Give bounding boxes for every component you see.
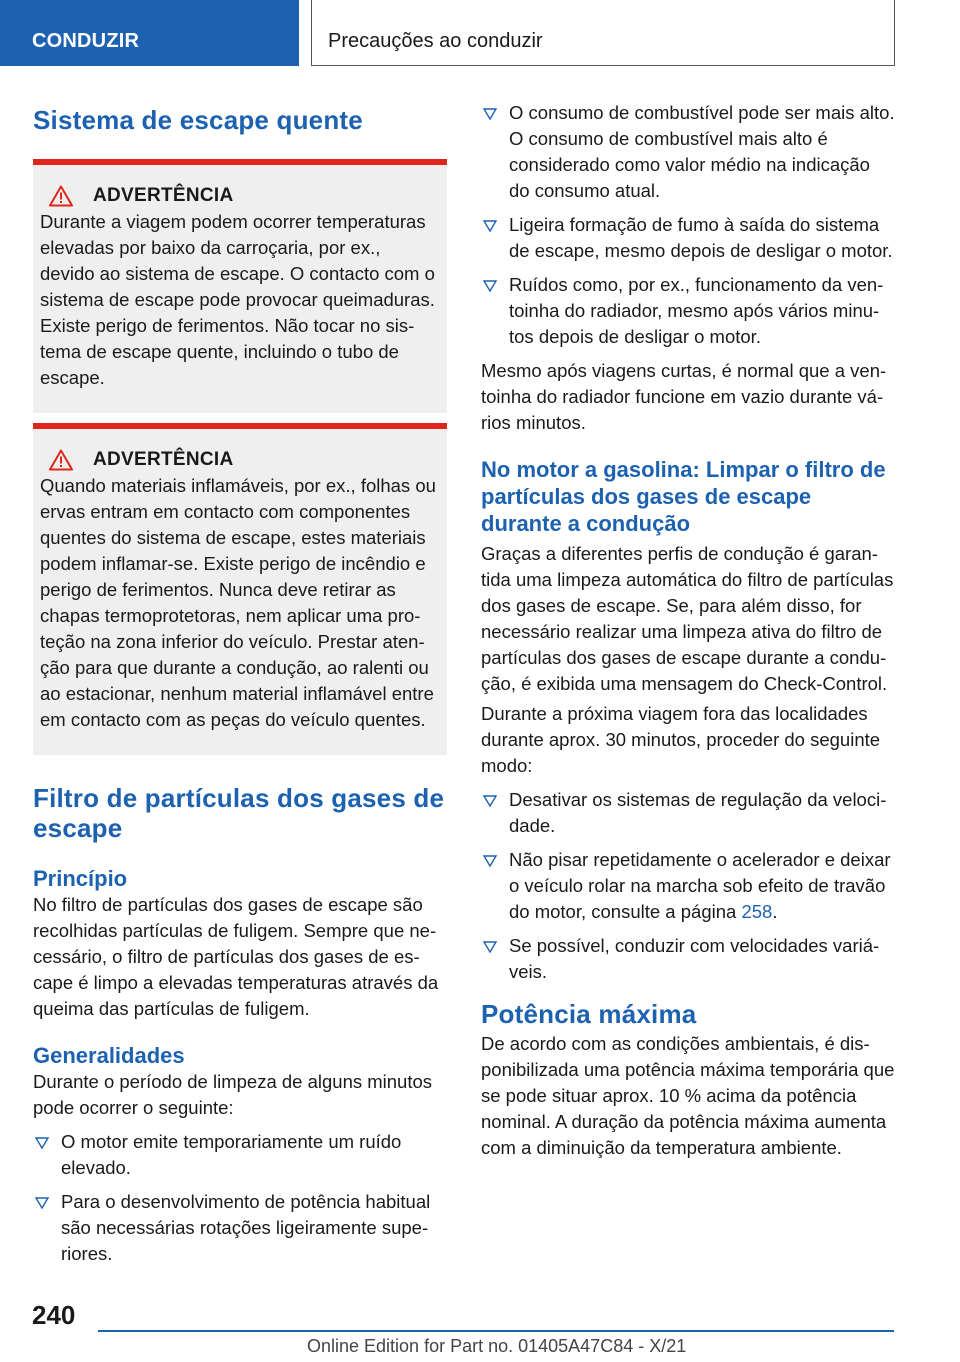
page-reference-link[interactable]: 258 [741,901,773,922]
list-item-text: Para o desenvolvimento de potência habitual são necessárias rotações ligeiramente superiores. [61,1191,431,1264]
left-column [33,100,447,1275]
triangle-bullet-icon [481,933,499,959]
list-item-text: Se possível, conduzir com velocidades variáveis. [509,935,880,982]
bullet-list [481,100,895,350]
edition-label: Online Edition for Part no. 01405A47C84 - X/21 [307,1336,687,1356]
subheading-general: Generalidades [33,1043,185,1068]
list-item-text: Desativar os sistemas de regulação da velocidade. [509,789,887,836]
right-column [481,100,895,1161]
triangle-bullet-icon [33,1129,51,1155]
list-item-text: Não pisar repetidamente o acelerador e deixar o veículo rolar na marcha sob efeito de travão do motor, consulte a página [509,849,891,922]
section-tab: CONDUZIR [0,0,299,66]
page-header [0,0,960,66]
list-item [33,1189,447,1267]
page-number: 240 [32,1300,76,1330]
section-title-particle-filter: Filtro de partículas dos gases de escape [33,783,445,843]
warning-triangle-icon [49,449,73,471]
list-item [481,787,895,839]
paragraph: No filtro de partículas dos gases de escape são recolhidas partículas de fuligem. Sempre que necessário, o filtro de partículas dos gases de escape é limpo a elevadas temperaturas através da queima das partículas de fuligem. [33,894,439,1019]
section-title-max-power: Potência máxima [481,999,697,1029]
list-item [33,1129,447,1181]
triangle-bullet-icon [481,787,499,813]
bullet-list [481,787,895,985]
subheading-gasoline-filter-cleaning: No motor a gasolina: Limpar o filtro de partículas dos gases de escape durante a condução [481,457,886,536]
paragraph: Durante a próxima viagem fora das localidades durante aprox. 30 minutos, proceder do seguinte modo: [481,703,881,776]
list-item-text: Ruídos como, por ex., funcionamento da ventoinha do radiador, mesmo após vários minutos depois de desligar o motor. [509,274,884,347]
paragraph: Graças a diferentes perfis de condução é garantida uma limpeza automática do filtro de partículas dos gases de escape. Se, para além disso, for necessário realizar uma limpeza ativa do filtro de partículas dos gases de escape durante a condução, é exibida uma mensagem do Check-Control. [481,543,894,694]
triangle-bullet-icon [481,272,499,298]
warning-box [33,423,447,755]
list-item [481,847,895,925]
warning-title: ADVERTÊNCIA [93,185,234,206]
subheading-principle: Princípio [33,866,128,891]
paragraph: Mesmo após viagens curtas, é normal que a ventoinha do radiador funcione em vazio durante vários minutos. [481,360,887,433]
warning-text: Quando materiais inflamáveis, por ex., folhas ou ervas entram em contacto com componentes quentes do sistema de escape, estes materiais podem inflamar-se. Existe perigo de incêndio e perigo de ferimentos. Nunca deve retirar as chapas termoprotetoras, nem aplicar uma proteção na zona inferior do veículo. Prestar atenção para que durante a condução, ao ralenti ou ao estacionar, nenhum material inflamável entre em contacto com as peças do veículo quentes. [40,475,436,730]
warning-title: ADVERTÊNCIA [93,449,234,470]
list-item-text: Ligeira formação de fumo à saída do sistema de escape, mesmo depois de desligar o motor. [509,214,893,261]
triangle-bullet-icon [481,847,499,873]
list-item [481,272,895,350]
list-item [481,100,895,204]
list-item [481,933,895,985]
footer-divider [98,1330,894,1332]
section-title-hot-exhaust: Sistema de escape quente [33,105,363,135]
bullet-list [33,1129,447,1267]
triangle-bullet-icon [481,212,499,238]
paragraph: Durante o período de limpeza de alguns minutos pode ocorrer o seguinte: [33,1071,433,1118]
paragraph: De acordo com as condições ambientais, é disponibilizada uma potência máxima temporária que se pode situar aprox. 10 % acima da potência nominal. A duração da potência máxima aumenta com a diminuição da temperatura ambiente. [481,1033,895,1158]
warning-header [49,449,439,471]
chapter-tab: Precauções ao conduzir [311,0,895,66]
warning-header [49,185,439,207]
triangle-bullet-icon [481,100,499,126]
warning-box [33,159,447,413]
warning-text: Durante a viagem podem ocorrer temperaturas elevadas por baixo da carroçaria, por ex., devido ao sistema de escape. O contacto com o sistema de escape pode provocar queimaduras. Existe perigo de ferimentos. Não tocar no sistema de escape quente, incluindo o tubo de escape. [40,211,435,388]
list-item-text: O consumo de combustível pode ser mais alto. O consumo de combustível mais alto é considerado como valor médio na indicação do consumo atual. [509,102,895,201]
list-item [481,212,895,264]
triangle-bullet-icon [33,1189,51,1215]
warning-triangle-icon [49,185,73,207]
list-item-text: O motor emite temporariamente um ruído elevado. [61,1131,402,1178]
list-item-suffix: . [772,901,778,922]
